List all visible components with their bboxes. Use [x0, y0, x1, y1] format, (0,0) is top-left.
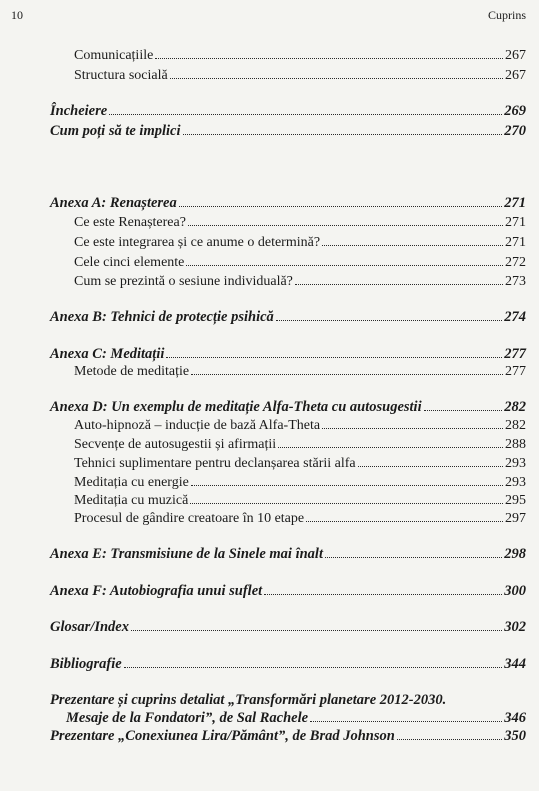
toc-entry [74, 253, 526, 273]
dot-leader [170, 67, 503, 79]
dot-leader [191, 474, 503, 486]
toc-entry-title: Secvențe de autosugestii și afirmații [74, 437, 277, 452]
toc-entry-title: Anexa D: Un exemplu de meditație Alfa-Theta cu autosugestii [50, 399, 422, 415]
toc-entry-title: Metode de meditație [74, 364, 190, 379]
toc-entry [74, 66, 526, 86]
toc-entry-title: Cum se prezintă o sesiune individuală? [74, 274, 293, 289]
toc-entry [74, 416, 526, 436]
toc-entry [74, 491, 526, 511]
toc-entry-title: Bibliografie [50, 656, 122, 672]
dot-leader [179, 193, 503, 207]
dot-leader [124, 654, 503, 668]
dot-leader [166, 344, 502, 358]
page-number: 10 [11, 8, 23, 22]
toc-entry [74, 362, 526, 382]
toc-entry [50, 101, 526, 121]
toc-entry-page: 277 [505, 364, 526, 379]
toc-entry-title: Ce este integrarea și ce anume o determină? [74, 235, 321, 250]
toc-entry [74, 435, 526, 455]
toc-entry-page: 297 [505, 511, 526, 526]
toc-entry [50, 654, 526, 674]
toc-entry [74, 272, 526, 292]
toc-entry-page: 295 [505, 493, 526, 508]
toc-entry [66, 708, 526, 728]
toc-entry [74, 454, 526, 474]
toc-entry-title: Meditația cu muzică [74, 493, 189, 508]
toc-entry-page: 293 [505, 456, 526, 471]
toc-entry-title: Anexa C: Meditații [50, 346, 165, 362]
dot-leader [131, 617, 502, 631]
toc-entry-page: 346 [504, 710, 526, 726]
toc-entry [50, 581, 526, 601]
toc-entry-title: Comunicațiile [74, 48, 154, 63]
toc-entry-title: Ce este Renașterea? [74, 215, 186, 230]
dot-leader [310, 708, 502, 722]
toc-entry-page: 269 [504, 103, 526, 119]
dot-leader [188, 214, 503, 226]
toc-entry [50, 544, 526, 564]
toc-entry [50, 726, 526, 746]
dot-leader [358, 455, 503, 467]
toc-entry-title: Procesul de gândire creatoare în 10 etape [74, 511, 305, 526]
dot-leader [109, 101, 502, 115]
toc-entry-page: 350 [504, 728, 526, 744]
toc-entry-page: 267 [505, 68, 526, 83]
toc-entry-title: Structura socială [74, 68, 168, 83]
toc-entry-page: 274 [504, 309, 526, 325]
toc-entry-page: 293 [505, 475, 526, 490]
toc-entry [74, 473, 526, 493]
toc-entry-page: 298 [504, 546, 526, 562]
toc-entry-title: Anexa E: Transmisiune de la Sinele mai înalt [50, 546, 323, 562]
toc-entry-page: 302 [504, 619, 526, 635]
toc-entry-title: Glosar/Index [50, 619, 129, 635]
dot-leader [278, 436, 503, 448]
dot-leader [424, 397, 503, 411]
toc-entry-title: Încheiere [50, 103, 108, 119]
toc-entry [50, 344, 526, 364]
dot-leader [322, 234, 503, 246]
dot-leader [295, 273, 503, 285]
toc-entry-title: Meditația cu energie [74, 475, 189, 490]
dot-leader [190, 492, 503, 504]
toc-entry [74, 213, 526, 233]
toc-entry [50, 617, 526, 637]
dot-leader [186, 254, 503, 266]
toc-entry [74, 509, 526, 529]
toc-entry-page: 273 [505, 274, 526, 289]
toc-entry-page: 272 [505, 255, 526, 270]
toc-entry-page: 270 [504, 123, 526, 139]
toc-entry [74, 233, 526, 253]
dot-leader [322, 417, 503, 429]
dot-leader [306, 510, 503, 522]
toc-entry [50, 193, 526, 213]
toc-entry-title: Cum poți să te implici [50, 123, 181, 139]
toc-entry-title: Tehnici suplimentare pentru declanșarea stării alfa [74, 456, 356, 471]
toc-entry-page: 282 [504, 399, 526, 415]
toc-entry-title: Auto-hipnoză – inducție de bază Alfa-Theta [74, 418, 321, 433]
dot-leader [276, 307, 502, 321]
toc-entry-page: 288 [505, 437, 526, 452]
toc-entry-page: 282 [505, 418, 526, 433]
toc-entry-title: Mesaje de la Fondatori”, de Sal Rachele [66, 710, 309, 726]
dot-leader [397, 726, 502, 740]
toc-entry-title: Anexa B: Tehnici de protecție psihică [50, 309, 274, 325]
toc-entry-page: 277 [504, 346, 526, 362]
dot-leader [325, 544, 502, 558]
toc-entry [50, 690, 526, 710]
toc-entry-page: 300 [504, 583, 526, 599]
toc-entry-page: 267 [505, 48, 526, 63]
toc-entry-title: Anexa F: Autobiografia unui suflet [50, 583, 263, 599]
running-title: Cuprins [487, 8, 526, 22]
toc-entry-title: Prezentare și cuprins detaliat „Transformări planetare 2012-2030. [50, 692, 447, 708]
toc-entry-page: 344 [504, 656, 526, 672]
dot-leader [191, 363, 503, 375]
toc-entry-title: Anexa A: Renașterea [50, 195, 177, 211]
toc-entry-page: 271 [504, 195, 526, 211]
dot-leader [155, 47, 503, 59]
toc-entry [50, 307, 526, 327]
toc-entry-title: Cele cinci elemente [74, 255, 185, 270]
toc-entry [50, 121, 526, 141]
toc-entry-page: 271 [505, 215, 526, 230]
toc-entry-page: 271 [505, 235, 526, 250]
toc-entry [74, 46, 526, 66]
toc-entry-title: Prezentare „Conexiunea Lira/Pământ”, de Brad Johnson [50, 728, 395, 744]
dot-leader [183, 121, 503, 135]
toc-entry [50, 397, 526, 417]
dot-leader [264, 581, 502, 595]
